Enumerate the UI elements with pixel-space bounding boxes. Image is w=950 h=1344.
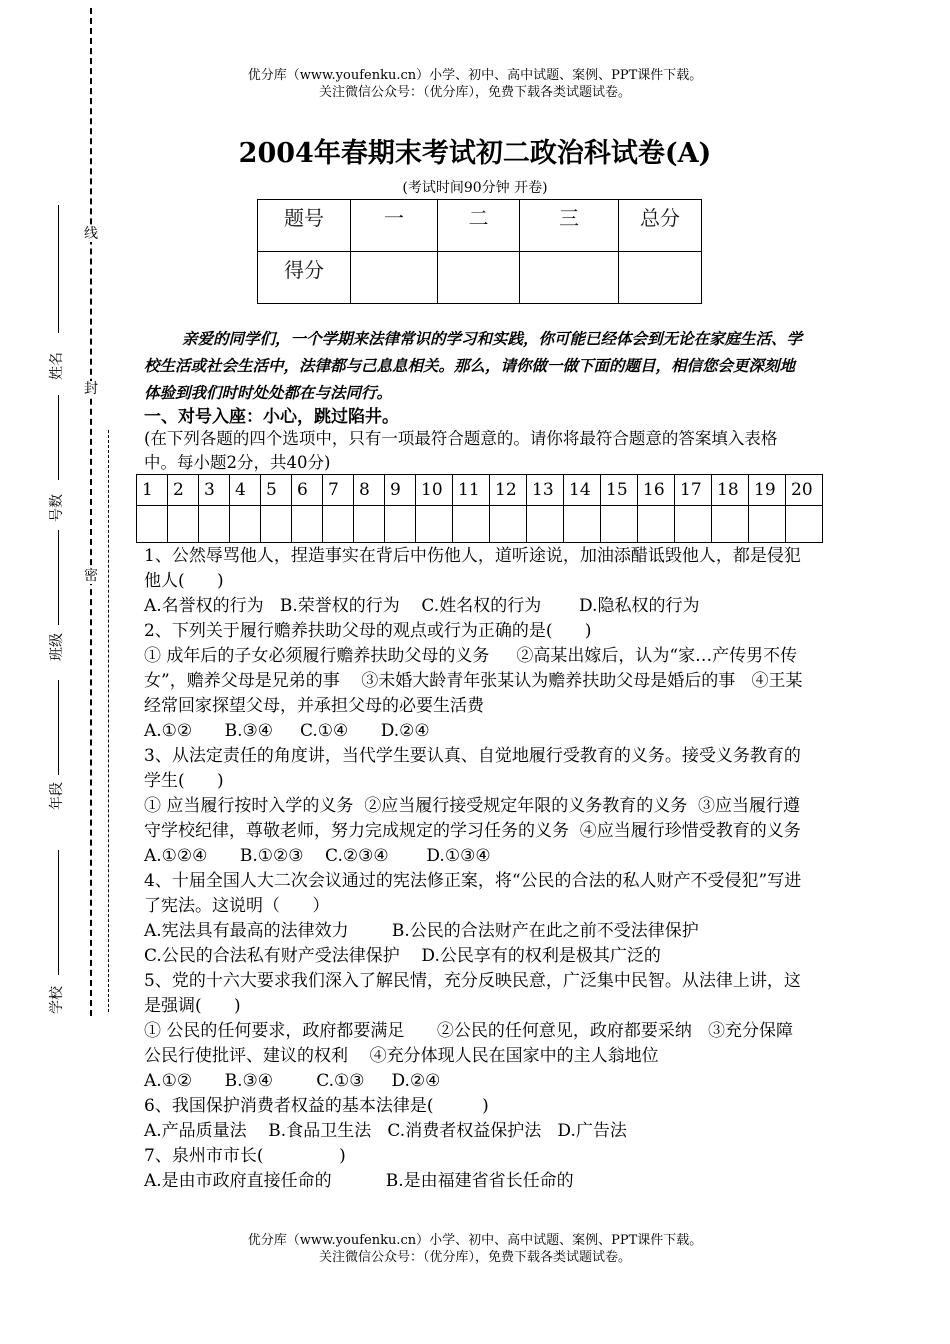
answer-blank-cell[interactable] bbox=[199, 506, 230, 543]
answer-number: 9 bbox=[385, 475, 416, 506]
school-write-line bbox=[58, 850, 59, 975]
answer-blank-cell[interactable] bbox=[749, 506, 786, 543]
answer-blank-cell[interactable] bbox=[638, 506, 675, 543]
question-1-stem: 1、公然辱骂他人，捏造事实在背后中伤他人，道听途说，加油添醋诋毁他人，都是侵犯他人( ) bbox=[144, 546, 801, 591]
answer-number: 3 bbox=[199, 475, 230, 506]
answer-number: 17 bbox=[675, 475, 712, 506]
answer-number: 14 bbox=[564, 475, 601, 506]
answer-blank-row bbox=[137, 506, 823, 543]
question-1-options: A.名誉权的行为 B.荣誉权的行为 C.姓名权的行为 D.隐私权的行为 bbox=[144, 596, 700, 616]
question-3-stem: 3、从法定责任的角度讲，当代学生要认真、自觉地履行受教育的义务。接受义务教育的学生( ) bbox=[144, 746, 801, 791]
answer-number: 6 bbox=[292, 475, 323, 506]
answer-number: 13 bbox=[527, 475, 564, 506]
score-header-cell: 总分 bbox=[619, 200, 702, 252]
answer-number: 8 bbox=[354, 475, 385, 506]
label-number: 号数 bbox=[49, 494, 65, 522]
answer-blank-cell[interactable] bbox=[168, 506, 199, 543]
answer-blank-cell[interactable] bbox=[323, 506, 354, 543]
header-line-1: 优分库（www.youfenku.cn）小学、初中、高中试题、案例、PPT课件下载。 bbox=[247, 68, 703, 83]
answer-blank-cell[interactable] bbox=[385, 506, 416, 543]
binding-char-xian: 线 bbox=[84, 226, 98, 242]
answer-number: 10 bbox=[416, 475, 453, 506]
grade-write-line bbox=[58, 680, 59, 775]
question-4-stem: 4、十届全国人大二次会议通过的宪法修正案，将“公民的合法的私人财产不受侵犯”写进了宪法。这说明（ ） bbox=[144, 871, 802, 916]
label-school: 学校 bbox=[49, 986, 65, 1014]
question-5-statements: ① 公民的任何要求，政府都要满足 ②公民的任何意见，政府都要采纳 ③充分保障公民行使批评、建议的权利 ④充分体现人民在国家中的主人翁地位 bbox=[144, 1021, 794, 1066]
page-footer bbox=[150, 1232, 800, 1266]
score-header-cell: 题号 bbox=[258, 200, 351, 252]
question-2-options: A.①② B.③④ C.①④ D.②④ bbox=[144, 721, 430, 741]
score-cell[interactable] bbox=[438, 252, 520, 304]
score-row-label: 得分 bbox=[258, 252, 351, 304]
answer-blank-cell[interactable] bbox=[292, 506, 323, 543]
question-5-options: A.①② B.③④ C.①③ D.②④ bbox=[144, 1071, 441, 1091]
answer-number: 16 bbox=[638, 475, 675, 506]
answer-number: 18 bbox=[712, 475, 749, 506]
binding-inner-dashed-line bbox=[108, 430, 109, 1012]
answer-number: 2 bbox=[168, 475, 199, 506]
binding-char-feng: 封 bbox=[84, 381, 98, 397]
exam-subtitle: (考试时间90分钟 开卷) bbox=[402, 180, 548, 196]
exam-title: 2004年春期末考试初二政治科试卷(A) bbox=[238, 138, 712, 169]
score-header-cell: 三 bbox=[520, 200, 619, 252]
section-one-title: 一、对号入座：小心，跳过陷井。 bbox=[144, 407, 399, 427]
section-one-instruction: (在下列各题的四个选项中，只有一项最符合题意的。请你将最符合题意的答案填入表格中。每小题2分，共40分) bbox=[144, 429, 778, 472]
answer-number: 7 bbox=[323, 475, 354, 506]
score-cell[interactable] bbox=[619, 252, 702, 304]
question-7-options: A.是由市政府直接任命的 B.是由福建省省长任命的 bbox=[144, 1171, 574, 1191]
page-header bbox=[150, 67, 800, 101]
answer-number: 19 bbox=[749, 475, 786, 506]
score-cell[interactable] bbox=[520, 252, 619, 304]
header-line-2: 关注微信公众号：（优分库），免费下载各类试题试卷。 bbox=[318, 85, 631, 100]
question-2-statements: ① 成年后的子女必须履行赡养扶助父母的义务 ②高某出嫁后，认为“家…产传男不传女”，赡养父母是兄弟的事 ③未婚大龄青年张某认为赡养扶助父母是婚后的事 ④王某经常回家探望父母，并承担父母的必要生活费 bbox=[144, 646, 803, 716]
answer-blank-cell[interactable] bbox=[261, 506, 292, 543]
answer-blank-cell[interactable] bbox=[230, 506, 261, 543]
answer-blank-cell[interactable] bbox=[453, 506, 490, 543]
answer-blank-cell[interactable] bbox=[786, 506, 823, 543]
score-table bbox=[257, 199, 702, 304]
question-6-stem: 6、我国保护消费者权益的基本法律是( ) bbox=[144, 1096, 489, 1116]
question-3-statements: ① 应当履行按时入学的义务 ②应当履行接受规定年限的义务教育的义务 ③应当履行遵守学校纪律，尊敬老师，努力完成规定的学习任务的义务 ④应当履行珍惜受教育的义务 bbox=[144, 796, 801, 841]
answer-table bbox=[136, 474, 823, 543]
number-write-line bbox=[58, 395, 59, 480]
question-list bbox=[144, 544, 806, 1194]
answer-blank-cell[interactable] bbox=[675, 506, 712, 543]
answer-number: 12 bbox=[490, 475, 527, 506]
label-name: 姓名 bbox=[49, 352, 65, 380]
question-4-options-ab: A.宪法具有最高的法律效力 B.公民的合法财产在此之前不受法律保护 bbox=[144, 921, 699, 941]
score-header-cell: 二 bbox=[438, 200, 520, 252]
answer-number: 15 bbox=[601, 475, 638, 506]
question-3-options: A.①②④ B.①②③ C.②③④ D.①③④ bbox=[144, 846, 491, 866]
score-cell[interactable] bbox=[351, 252, 438, 304]
answer-number: 1 bbox=[137, 475, 168, 506]
answer-number: 5 bbox=[261, 475, 292, 506]
answer-blank-cell[interactable] bbox=[601, 506, 638, 543]
footer-line-1: 优分库（www.youfenku.cn）小学、初中、高中试题、案例、PPT课件下载。 bbox=[247, 1233, 703, 1248]
answer-blank-cell[interactable] bbox=[527, 506, 564, 543]
label-class: 班级 bbox=[49, 633, 65, 661]
answer-number: 11 bbox=[453, 475, 490, 506]
question-7-stem: 7、泉州市市长( ) bbox=[144, 1146, 346, 1166]
binding-dashed-line bbox=[90, 8, 92, 1016]
question-5-stem: 5、党的十六大要求我们深入了解民情，充分反映民意，广泛集中民智。从法律上讲，这是强调( ) bbox=[144, 971, 801, 1016]
question-4-options-cd: C.公民的合法私有财产受法律保护 D.公民享有的权利是极其广泛的 bbox=[144, 946, 661, 966]
answer-number: 20 bbox=[786, 475, 823, 506]
answer-blank-cell[interactable] bbox=[490, 506, 527, 543]
question-6-options: A.产品质量法 B.食品卫生法 C.消费者权益保护法 D.广告法 bbox=[144, 1121, 627, 1141]
question-2-stem: 2、下列关于履行赡养扶助父母的观点或行为正确的是( ) bbox=[144, 621, 592, 641]
label-grade: 年段 bbox=[49, 782, 65, 810]
footer-line-2: 关注微信公众号：（优分库），免费下载各类试题试卷。 bbox=[318, 1250, 631, 1265]
answer-number: 4 bbox=[230, 475, 261, 506]
binding-char-mi: 密 bbox=[84, 568, 98, 584]
answer-blank-cell[interactable] bbox=[416, 506, 453, 543]
answer-blank-cell[interactable] bbox=[564, 506, 601, 543]
answer-number-row bbox=[137, 475, 823, 506]
score-header-cell: 一 bbox=[351, 200, 438, 252]
class-write-line bbox=[58, 530, 59, 625]
name-write-line bbox=[58, 205, 59, 333]
answer-blank-cell[interactable] bbox=[712, 506, 749, 543]
answer-blank-cell[interactable] bbox=[137, 506, 168, 543]
intro-paragraph: 亲爱的同学们，一个学期来法律常识的学习和实践，你可能已经体会到无论在家庭生活、学校生活或社会生活中，法律都与己息息相关。那么，请你做一做下面的题目，相信您会更深刻地体验到我们时时处处都在与法同行。 bbox=[144, 330, 803, 402]
answer-blank-cell[interactable] bbox=[354, 506, 385, 543]
